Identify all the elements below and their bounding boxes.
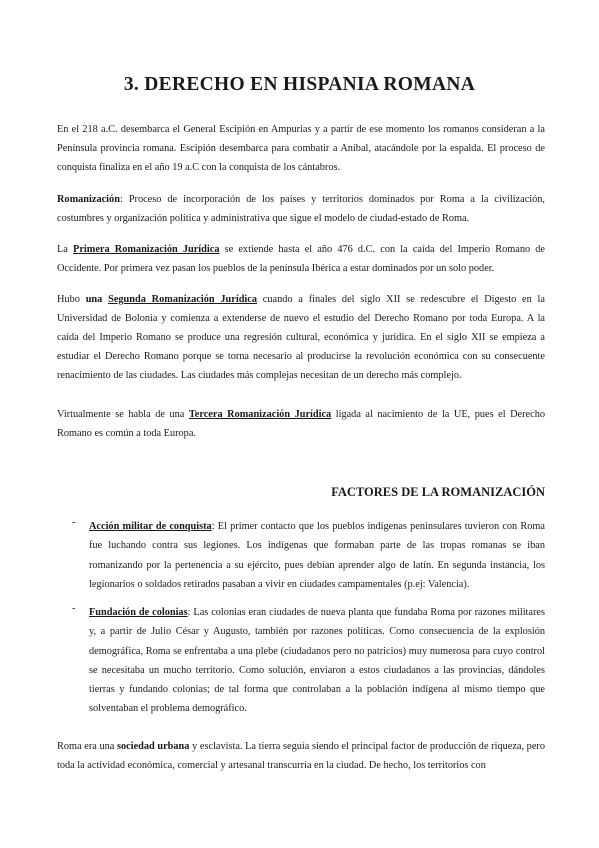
paragraph-sociedad-urbana-text: y esclavista. La tierra seguía siendo el principal factor de producción de riqueza, pero toda la actividad económica, comercial y artesanal transcurría en la ciudad. De hecho, los territorios con: [57, 741, 545, 771]
paragraph-intro: En el 218 a.C. desembarca el General Escipión en Ampurias y a partir de ese momento los romanos consideran a la Península provincia romana. Escipión desembarca para combatir a Aníbal, atacándole por la espalda. El proceso de conquista finaliza en el año 19 a.C con la conquista de los cántabros.: [57, 124, 545, 173]
paragraph-tercera-text: ligada al nacimiento de la UE, pues el Derecho Romano es común a toda Europa.: [57, 409, 545, 439]
term-fundacion-colonias: Fundación de colonias: [89, 607, 188, 618]
bullet-dash-1: -: [72, 517, 76, 528]
term-accion-militar: Acción militar de conquista: [89, 521, 212, 532]
paragraph-primera: [57, 240, 545, 278]
paragraph-segunda-una: una: [85, 294, 109, 305]
paragraph-tercera-pre: Virtualmente se habla de una: [57, 409, 189, 420]
term-primera-romanizacion: Primera Romanización Jurídica: [73, 244, 220, 255]
paragraph-tercera: [57, 405, 545, 443]
page-title: 3. DERECHO EN HISPANIA ROMANA: [123, 74, 476, 95]
bullet-dash-2: -: [72, 603, 76, 614]
paragraph-sociedad-urbana-pre: Roma era una: [57, 741, 117, 752]
paragraph-sociedad-urbana: [57, 737, 545, 775]
paragraph-primera-text: se extiende hasta el año 476 d.C. con la caída del Imperio Romano de Occidente. Por primera vez pasan los pueblos de la península Ibérica a estar dominados por un solo poder.: [57, 244, 545, 274]
list-item-fundacion-colonias-text: : Las colonias eran ciudades de nueva planta que fundaba Roma por razones militares y, a partir de Julio César y Augusto, también por razones políticas. Como consecuencia de la explosión demográfica, Roma se enfrentaba a una plebe (ciudadanos pero no patricios) muy numerosa para cuyo control se necesitaba un mucho territorio. Como solución, enviaron a estos ciudadanos a las provincias, dándoles tierras y fundando colonias; de tal forma que controlaban a la población indígena al mismo tiempo que solventaban el problema demográfico.: [89, 607, 545, 715]
list-item-accion-militar-text: : El primer contacto que los pueblos indígenas peninsulares tuvieron con Roma fue luchando contra sus legiones. Los indígenas que formaban parte de las tropas romanas se iban romanizando por la pertenencia a su ejército, pues debían aprender algo de latín. En segunda instancia, los legionarios o soldados retirados pasaban a vivir en ciudades campamentales (p.ej: Valencia).: [89, 521, 545, 590]
paragraph-segunda: [57, 290, 545, 385]
term-segunda-romanizacion: Segunda Romanización Jurídica: [108, 294, 257, 305]
paragraph-segunda-text: cuando a finales del siglo XII se redescubre el Digesto en la Universidad de Bolonia y comienza a extenderse de nuevo el estudio del Derecho Romano por toda Europa. A la caída del Imperio Romano se produce una regresión cultural, económica y jurídica. En el siglo XII se empieza a estudiar el Derecho Romano porque se torna necesario al producirse la revolución económica con su consecuente renacimiento de las ciudades. Las ciudades más complejas necesitan de un derecho más complejo.: [57, 294, 545, 381]
paragraph-segunda-pre: Hubo: [57, 294, 86, 305]
section-title-factores: FACTORES DE LA ROMANIZACIÓN: [331, 485, 545, 499]
paragraph-romanizacion: [57, 190, 545, 228]
term-tercera-romanizacion: Tercera Romanización Jurídica: [188, 409, 332, 420]
paragraph-romanizacion-text: : Proceso de incorporación de los países y territorios dominados por Roma a la civilización, costumbres y organización política y administrativa que sigue el modelo de ciudad-estado de Roma.: [57, 194, 545, 224]
term-sociedad-urbana: sociedad urbana: [116, 741, 190, 752]
list-item-fundacion-colonias: [89, 603, 545, 719]
list-item-accion-militar: [89, 517, 545, 594]
paragraph-primera-pre: La: [57, 244, 74, 255]
term-romanizacion: Romanización: [57, 194, 120, 205]
